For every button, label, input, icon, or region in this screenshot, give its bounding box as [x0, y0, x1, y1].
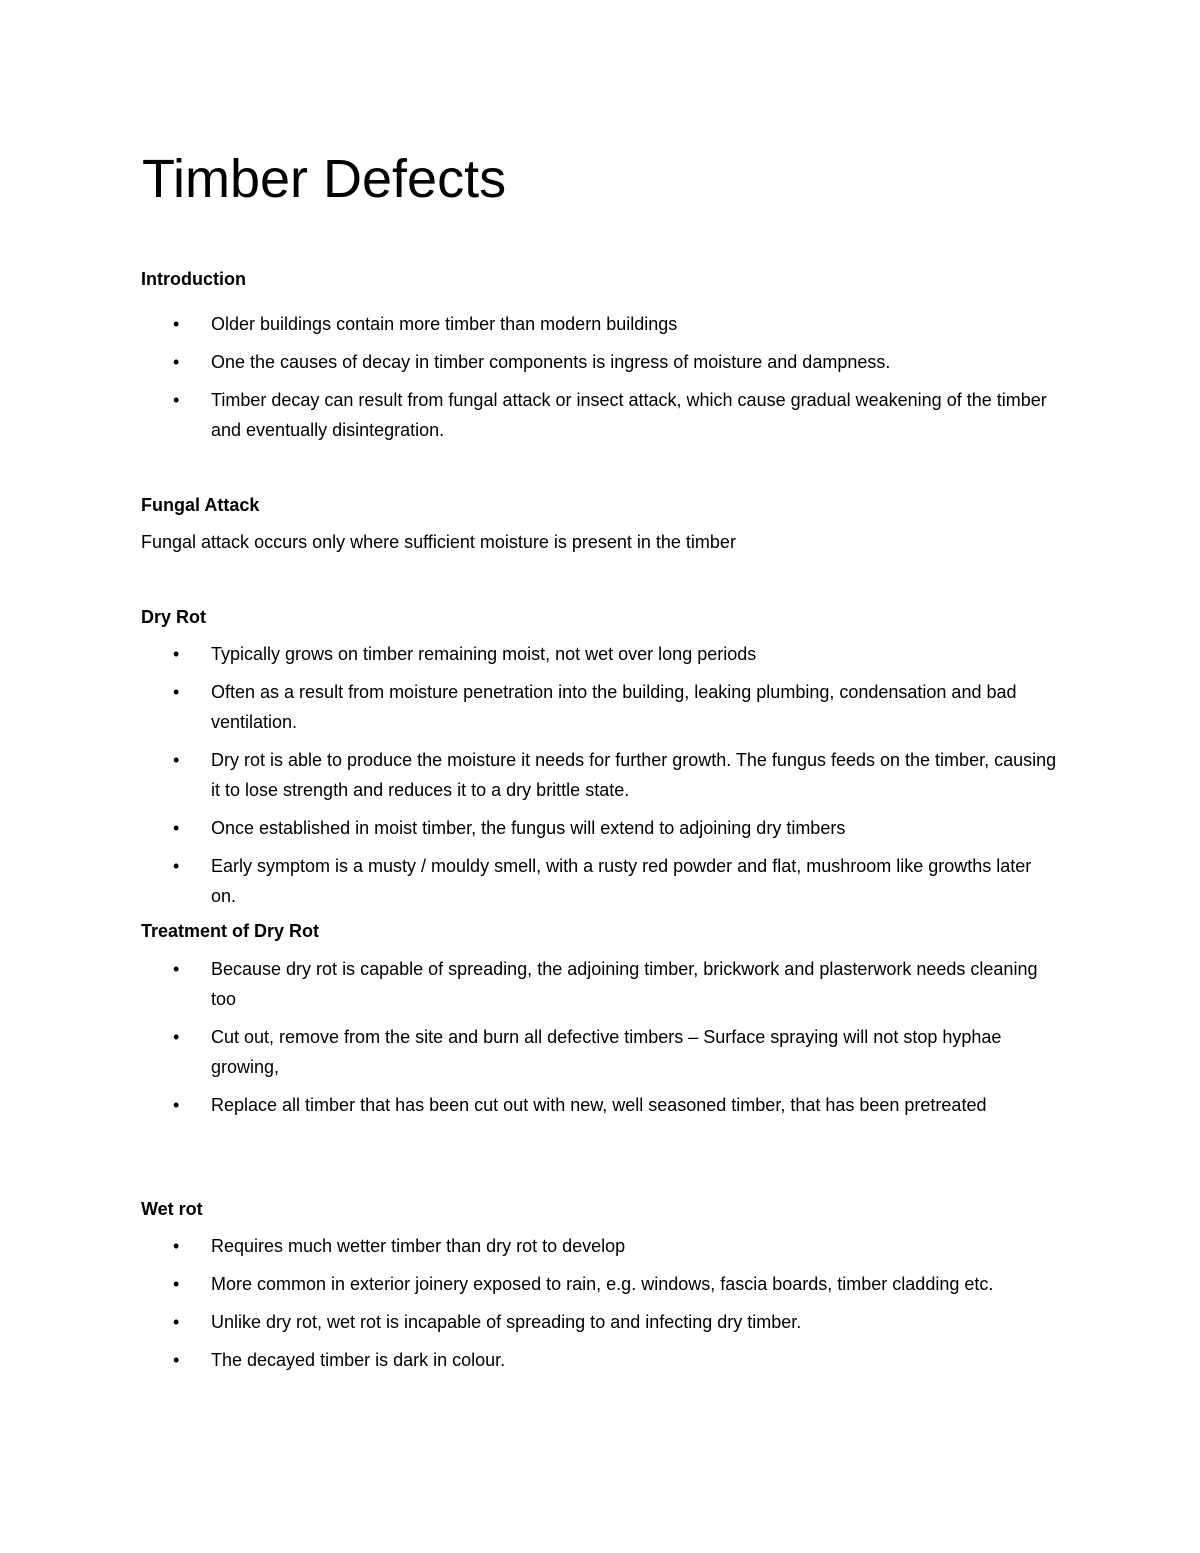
heading-dry-rot: Dry Rot — [141, 607, 207, 627]
bullet-icon: • — [173, 390, 180, 410]
bullet-icon: • — [173, 1027, 180, 1047]
bullet-icon: • — [173, 1350, 180, 1370]
treatment-dry-rot-list — [0, 954, 1061, 1128]
document-title: Timber Defects — [142, 149, 507, 209]
bullet-icon: • — [173, 959, 180, 979]
bullet-icon: • — [173, 856, 180, 876]
list-item: • Replace all timber that has been cut out with new, well seasoned timber, that has been pretreated — [0, 1090, 1061, 1120]
list-item: • Early symptom is a musty / mouldy smell, with a rusty red powder and flat, mushroom like growths later on. — [0, 851, 1061, 911]
wet-rot-list — [0, 1231, 1061, 1383]
list-item: • The decayed timber is dark in colour. — [0, 1345, 1061, 1375]
bullet-icon: • — [173, 1312, 180, 1332]
introduction-list — [0, 309, 1061, 453]
list-item: • Once established in moist timber, the fungus will extend to adjoining dry timbers — [0, 813, 1061, 843]
list-item: • One the causes of decay in timber components is ingress of moisture and dampness. — [0, 347, 1061, 377]
bullet-icon: • — [173, 1274, 180, 1294]
heading-fungal-attack: Fungal Attack — [141, 495, 260, 515]
list-item: • Often as a result from moisture penetration into the building, leaking plumbing, condensation and bad ventilation. — [0, 677, 1061, 737]
heading-treatment-dry-rot: Treatment of Dry Rot — [141, 921, 320, 941]
heading-introduction: Introduction — [141, 269, 246, 289]
list-item: • Requires much wetter timber than dry rot to develop — [0, 1231, 1061, 1261]
list-item: • Dry rot is able to produce the moisture it needs for further growth. The fungus feeds on the timber, causing it to lose strength and reduces it to a dry brittle state. — [0, 745, 1061, 805]
bullet-icon: • — [173, 352, 180, 372]
bullet-icon: • — [173, 644, 180, 664]
list-item: • Timber decay can result from fungal attack or insect attack, which cause gradual weakening of the timber and eventually disintegration. — [0, 385, 1061, 445]
heading-wet-rot: Wet rot — [141, 1199, 203, 1219]
bullet-icon: • — [173, 314, 180, 334]
list-item: • More common in exterior joinery exposed to rain, e.g. windows, fascia boards, timber cladding etc. — [0, 1269, 1061, 1299]
list-item: • Unlike dry rot, wet rot is incapable of spreading to and infecting dry timber. — [0, 1307, 1061, 1337]
bullet-icon: • — [173, 1095, 180, 1115]
bullet-icon: • — [173, 1236, 180, 1256]
bullet-icon: • — [173, 818, 180, 838]
list-item: • Because dry rot is capable of spreading, the adjoining timber, brickwork and plasterwork needs cleaning too — [0, 954, 1061, 1014]
fungal-attack-text: Fungal attack occurs only where sufficient moisture is present in the timber — [141, 532, 736, 552]
bullet-icon: • — [173, 682, 180, 702]
dry-rot-list — [0, 639, 1061, 919]
list-item: • Cut out, remove from the site and burn all defective timbers – Surface spraying will not stop hyphae growing, — [0, 1022, 1061, 1082]
list-item: • Older buildings contain more timber than modern buildings — [0, 309, 1061, 339]
bullet-icon: • — [173, 750, 180, 770]
list-item: • Typically grows on timber remaining moist, not wet over long periods — [0, 639, 1061, 669]
